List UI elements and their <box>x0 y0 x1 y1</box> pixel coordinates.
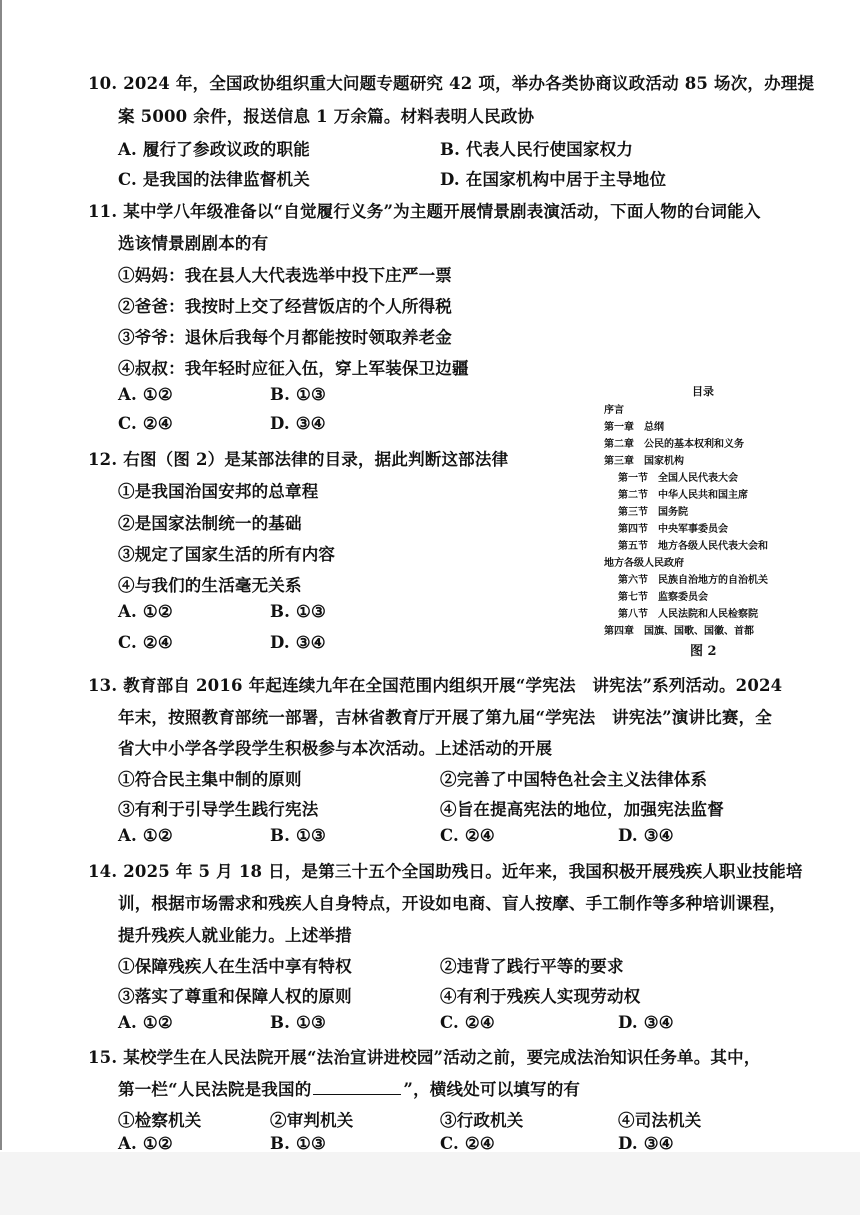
q14-option-a: A. ①② <box>118 1013 173 1032</box>
q11-stem-line2: 选该情景剧剧本的有 <box>118 234 269 253</box>
figure-2-caption: 图 2 <box>690 644 717 659</box>
q14-stem-line2: 训，根据市场需求和残疾人自身特点，开设如电商、盲人按摩、手工制作等多种培训课程， <box>118 894 786 913</box>
toc-item: 第八节 人民法院和人民检察院 <box>618 609 758 620</box>
q14-statement-4: ④有利于残疾人实现劳动权 <box>440 987 641 1006</box>
q11-stem-line1: 11. 某中学八年级准备以“自觉履行义务”为主题开展情景剧表演活动，下面人物的台词能入 <box>88 202 761 221</box>
q15-statement-3: ③行政机关 <box>440 1111 524 1130</box>
q15-fill-blank <box>313 1080 401 1095</box>
q12-statement-1: ①是我国治国安邦的总章程 <box>118 482 319 501</box>
q10-option-d: D. 在国家机构中居于主导地位 <box>440 170 667 189</box>
q15-option-a: A. ①② <box>118 1134 173 1153</box>
toc-item: 第三章 国家机构 <box>604 456 684 467</box>
q13-statement-3: ③有利于引导学生践行宪法 <box>118 800 319 819</box>
q12-option-b: B. ①③ <box>270 602 327 621</box>
q10-stem-line2: 案 5000 余件，报送信息 1 万余篇。材料表明人民政协 <box>118 107 535 126</box>
q13-option-d: D. ③④ <box>618 826 674 845</box>
q14-statement-2: ②违背了践行平等的要求 <box>440 957 624 976</box>
q15-option-d: D. ③④ <box>618 1134 674 1153</box>
q15-stem-line2-end: ”，横线处可以填写的有 <box>403 1080 581 1099</box>
q14-option-d: D. ③④ <box>618 1013 674 1032</box>
q14-stem-line1: 14. 2025 年 5 月 18 日，是第三十五个全国助残日。近年来，我国积极开展残疾人职业技能培 <box>88 862 803 881</box>
q11-statement-3: ③爷爷：退休后我每个月都能按时领取养老金 <box>118 328 452 347</box>
q12-statement-4: ④与我们的生活毫无关系 <box>118 576 302 595</box>
toc-item: 第四节 中央军事委员会 <box>618 524 728 535</box>
q12-statement-3: ③规定了国家生活的所有内容 <box>118 545 336 564</box>
q11-statement-1: ①妈妈：我在县人大代表选举中投下庄严一票 <box>118 266 452 285</box>
q11-statement-2: ②爸爸：我按时上交了经营饭店的个人所得税 <box>118 297 452 316</box>
toc-item: 第三节 国务院 <box>618 507 688 518</box>
q13-statement-2: ②完善了中国特色社会主义法律体系 <box>440 770 708 789</box>
toc-item: 第一章 总纲 <box>604 422 664 433</box>
q10-option-c: C. 是我国的法律监督机关 <box>118 170 310 189</box>
q13-stem-line2: 年末，按照教育部统一部署，吉林省教育厅开展了第九届“学宪法 讲宪法”演讲比赛，全 <box>118 708 772 727</box>
q13-option-b: B. ①③ <box>270 826 327 845</box>
q11-option-b: B. ①③ <box>270 385 327 404</box>
q11-statement-4: ④叔叔：我年轻时应征入伍，穿上军装保卫边疆 <box>118 359 469 378</box>
toc-item: 第六节 民族自治地方的自治机关 <box>618 575 768 586</box>
q14-option-b: B. ①③ <box>270 1013 327 1032</box>
q13-stem-line1: 13. 教育部自 2016 年起连续九年在全国范围内组织开展“学宪法 讲宪法”系列活动。2024 <box>88 676 783 695</box>
toc-title: 目录 <box>692 385 714 398</box>
toc-item: 地方各级人民政府 <box>604 558 684 569</box>
q12-option-d: D. ③④ <box>270 633 326 652</box>
q10-option-a: A. 履行了参政议政的职能 <box>118 140 310 159</box>
q11-option-c: C. ②④ <box>118 414 173 433</box>
q14-statement-3: ③落实了尊重和保障人权的原则 <box>118 987 352 1006</box>
toc-item: 第四章 国旗、国歌、国徽、首都 <box>604 626 754 637</box>
q12-statement-2: ②是国家法制统一的基础 <box>118 514 302 533</box>
q15-statement-2: ②审判机关 <box>270 1111 354 1130</box>
q15-stem-line2 <box>118 1076 580 1100</box>
bottom-margin <box>0 1152 860 1215</box>
q12-option-a: A. ①② <box>118 602 173 621</box>
q11-option-a: A. ①② <box>118 385 173 404</box>
q15-stem-line1: 15. 某校学生在人民法院开展“法治宣讲进校园”活动之前，要完成法治知识任务单。其中， <box>88 1048 761 1067</box>
toc-item: 第二节 中华人民共和国主席 <box>618 490 748 501</box>
q13-statement-4: ④旨在提高宪法的地位，加强宪法监督 <box>440 800 724 819</box>
q12-stem-line1: 12. 右图（图 2）是某部法律的目录，据此判断这部法律 <box>88 450 509 469</box>
toc-item: 序言 <box>604 405 624 416</box>
toc-item: 第五节 地方各级人民代表大会和 <box>618 541 768 552</box>
q11-option-d: D. ③④ <box>270 414 326 433</box>
q15-stem-line2-start: 第一栏“人民法院是我国的 <box>118 1080 312 1099</box>
q15-statement-4: ④司法机关 <box>618 1111 702 1130</box>
toc-item: 第七节 监察委员会 <box>618 592 708 603</box>
q14-stem-line3: 提升残疾人就业能力。上述举措 <box>118 926 352 945</box>
q14-statement-1: ①保障残疾人在生活中享有特权 <box>118 957 352 976</box>
q12-option-c: C. ②④ <box>118 633 173 652</box>
q10-option-b: B. 代表人民行使国家权力 <box>440 140 634 159</box>
q13-statement-1: ①符合民主集中制的原则 <box>118 770 302 789</box>
left-edge-line <box>0 0 2 1150</box>
toc-item: 第二章 公民的基本权利和义务 <box>604 439 744 450</box>
q14-option-c: C. ②④ <box>440 1013 495 1032</box>
q13-stem-line3: 省大中小学各学段学生积极参与本次活动。上述活动的开展 <box>118 739 553 758</box>
toc-item: 第一节 全国人民代表大会 <box>618 473 738 484</box>
q13-option-c: C. ②④ <box>440 826 495 845</box>
q15-option-b: B. ①③ <box>270 1134 327 1153</box>
q13-option-a: A. ①② <box>118 826 173 845</box>
q10-stem-line1: 10. 2024 年，全国政协组织重大问题专题研究 42 项，举办各类协商议政活动 85 场次，办理提 <box>88 74 815 93</box>
q15-statement-1: ①检察机关 <box>118 1111 202 1130</box>
q15-option-c: C. ②④ <box>440 1134 495 1153</box>
